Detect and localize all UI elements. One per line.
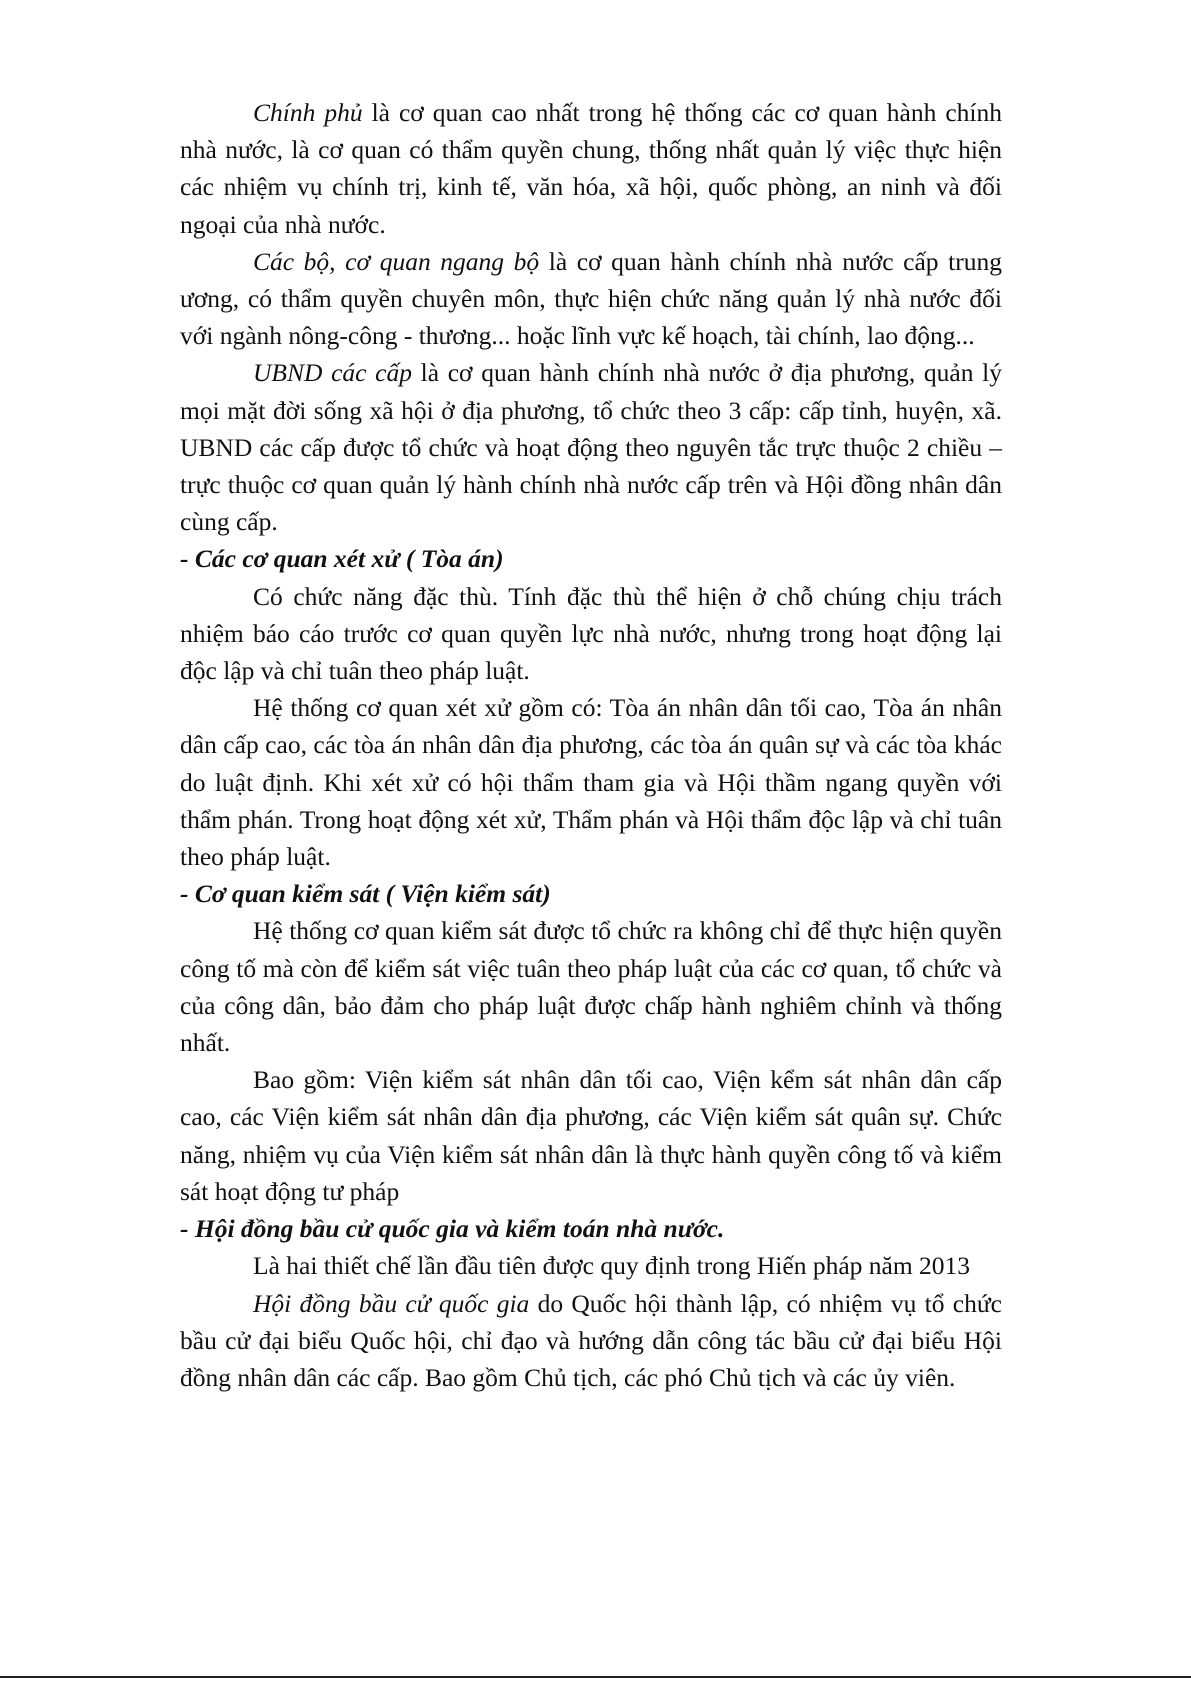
term-chinh-phu: Chính phủ (253, 98, 363, 127)
paragraph-text: là cơ quan hành chính nhà nước cấp trung ương, có thẩm quyền chuyên môn, thực hiện chức năng quản lý nhà nước đối với ngành nông-công - thương... hoặc lĩnh vực kế hoạch, tài chính, lao động... (180, 246, 1002, 351)
document-page (180, 94, 1002, 1396)
paragraph-text: là cơ quan hành chính nhà nước ở địa phương, quản lý mọi mặt đời sống xã hội ở địa phương, tổ chức theo 3 cấp: cấp tỉnh, huyện, xã. UBND các cấp được tổ chức và hoạt động theo nguyên tắc trực thuộc 2 chiều – trực thuộc cơ quan quản lý hành chính nhà nước cấp trên và Hội đồng nhân dân cùng cấp. (180, 358, 1002, 537)
paragraph-hoi-dong-bau-cu (180, 1285, 1002, 1397)
heading-vien-kiem-sat: - Cơ quan kiểm sát ( Viện kiểm sát) (180, 879, 551, 909)
paragraph-toa-an-he-thong: Hệ thống cơ quan xét xử gồm có: Tòa án nhân dân tối cao, Tòa án nhân dân cấp cao, các tòa án nhân dân địa phương, các tòa án quân sự và các tòa khác do luật định. Khi xét xử có hội thẩm tham gia và Hội thầm ngang quyền với thẩm phán. Trong hoạt động xét xử, Thẩm phán và Hội thẩm độc lập và chỉ tuân theo pháp luật. (180, 693, 1002, 872)
paragraph-cac-bo (180, 243, 1002, 355)
heading-toa-an: - Các cơ quan xét xử ( Tòa án) (180, 544, 504, 574)
paragraph-text: do Quốc hội thành lập, có nhiệm vụ tổ chức bầu cử đại biểu Quốc hội, chỉ đạo và hướng dẫn công tác bầu cử đại biểu Hội đồng nhân dân các cấp. Bao gồm Chủ tịch, các phó Chủ tịch và các ủy viên. (180, 1288, 1002, 1392)
term-hoi-dong-bau-cu: Hội đồng bầu cử quốc gia (253, 1288, 530, 1318)
paragraph-thiet-che: Là hai thiết chế lần đầu tiên được quy định trong Hiến pháp năm 2013 (253, 1251, 971, 1281)
paragraph-text: là cơ quan cao nhất trong hệ thống các cơ quan hành chính nhà nước, là cơ quan có thẩm quyền chung, thống nhất quản lý việc thực hiện các nhiệm vụ chính trị, kinh tế, văn hóa, xã hội, quốc phòng, an ninh và đối ngoại của nhà nước. (180, 98, 1003, 239)
paragraph-toa-an-chuc-nang: Có chức năng đặc thù. Tính đặc thù thể hiện ở chỗ chúng chịu trách nhiệm báo cáo trước cơ quan quyền lực nhà nước, nhưng trong hoạt động lại độc lập và chỉ tuân theo pháp luật. (180, 581, 1002, 686)
term-cac-bo: Các bộ, cơ quan ngang bộ (253, 246, 540, 276)
page-bottom-divider (0, 1676, 1191, 1678)
paragraph-vien-kiem-sat-bao-gom: Bao gồm: Viện kiểm sát nhân dân tối cao, Viện kểm sát nhân dân cấp cao, các Viện kiểm sát nhân dân địa phương, các Viện kiểm sát quân sự. Chức năng, nhiệm vụ của Viện kiểm sát nhân dân là thực hành quyền công tố và kiểm sát hoạt động tư pháp (180, 1065, 1002, 1206)
heading-hoi-dong-bau-cu: - Hội đồng bầu cử quốc gia và kiểm toán nhà nước. (180, 1214, 725, 1244)
paragraph-chinh-phu (180, 94, 1002, 243)
paragraph-vien-kiem-sat-he-thong: Hệ thống cơ quan kiểm sát được tổ chức ra không chỉ để thực hiện quyền công tố mà còn để kiểm sát việc tuân theo pháp luật của các cơ quan, tổ chức và của công dân, bảo đảm cho pháp luật được chấp hành nghiêm chỉnh và thống nhất. (180, 916, 1002, 1058)
paragraph-ubnd (180, 354, 1002, 540)
term-ubnd: UBND các cấp (253, 358, 412, 388)
